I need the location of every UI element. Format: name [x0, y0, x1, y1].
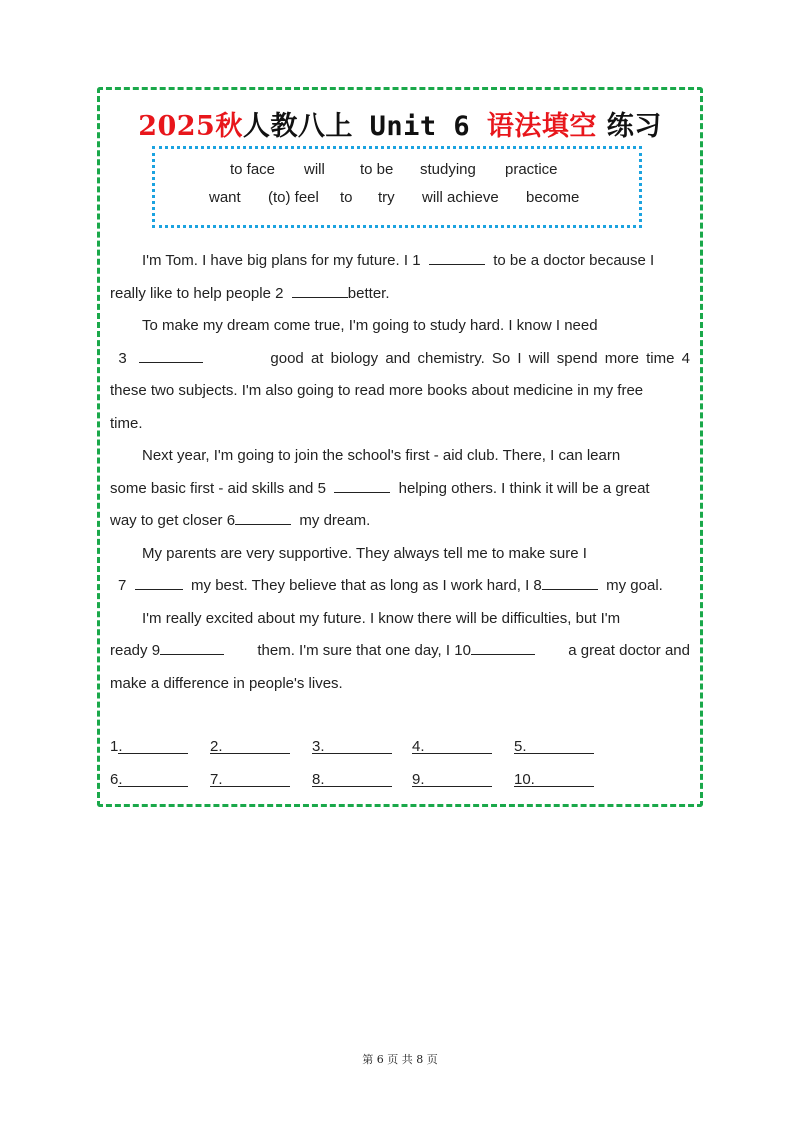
answer-blank[interactable] [312, 771, 392, 787]
word-bank-item: studying [420, 161, 476, 178]
word-bank-item: become [526, 189, 580, 206]
title-autumn: 秋 [215, 111, 243, 142]
blank-8[interactable] [542, 574, 598, 590]
word-bank-item: practice [505, 161, 558, 178]
word-bank-item: want [209, 189, 241, 206]
word-bank-item: to be [360, 161, 394, 178]
answer-blank[interactable] [412, 738, 492, 754]
answer-blank[interactable] [312, 738, 392, 754]
passage-line: make a difference in people's lives. [110, 674, 343, 692]
blank-6[interactable] [235, 509, 291, 525]
title-year: 2025 [138, 111, 216, 142]
passage-line: Next year, I'm going to join the school's first - aid club. There, I can learn [142, 447, 621, 464]
word-bank-item: try [378, 189, 395, 206]
passage-line: way to get closer 6 my dream. [110, 505, 370, 538]
word-bank-item: will [304, 161, 325, 178]
worksheet-frame: 2025秋人教八上 Unit 6 语法填空 练习 to face will to be studying practice want (to) feel to try will achieve become I'm Tom. I have big plans for my future. I 1 to be a doctor because I really like to help people 2 better. To make my dream come true, I'm going to study hard. I know I need 3 good at biology and chemistry. So I will spend more time 4 these two subjects. I'm also going to read more books about medicine in my free time. Next year, I'm going to join the school's first - aid club. There, I can learn some basic first - aid skills and 5 helping others. I think it will be a great way to get closer 6 my dream. My parents are very supportive. They always tell me to make sure I 7 my best. They believe that as long as I work hard, I 8 my goal. I'm really excited about my future. I know there will be difficulties, but I'm ready 9 them. I'm sure that one day, I 10 a great doctor and make a difference in people's lives. 1. 2. 3. 4. 5. 6. 7. 8. 9. 10. [97, 87, 703, 807]
title-practice: 练习 [596, 111, 662, 142]
answer-blank[interactable] [118, 771, 188, 787]
blank-3[interactable] [139, 347, 203, 363]
passage-line: time. [110, 414, 143, 432]
blank-10[interactable] [471, 639, 535, 655]
worksheet-title [100, 104, 700, 143]
answer-blank[interactable] [514, 771, 594, 787]
title-course: 人教八上 [242, 111, 353, 142]
title-unit: Unit 6 [352, 111, 487, 142]
passage-line: 3 good at biology and chemistry. So I will spend more time 4 [110, 343, 690, 376]
answer-blank[interactable] [514, 738, 594, 754]
passage-line: some basic first - aid skills and 5 helping others. I think it will be a great [110, 473, 650, 506]
answer-blank[interactable] [412, 771, 492, 787]
passage-line: ready 9 them. I'm sure that one day, I 10 a great doctor and [110, 635, 690, 668]
passage-line: 7 my best. They believe that as long as I work hard, I 8 my goal. [118, 570, 663, 603]
passage-line: To make my dream come true, I'm going to study hard. I know I need [142, 317, 598, 334]
blank-2[interactable] [292, 282, 348, 298]
answer-blank[interactable] [210, 738, 290, 754]
passage-line: I'm really excited about my future. I know there will be difficulties, but I'm [142, 609, 621, 627]
blank-1[interactable] [429, 249, 485, 265]
word-bank-item: (to) feel [268, 189, 319, 206]
answer-blank[interactable] [210, 771, 290, 787]
answer-blank[interactable] [118, 738, 188, 754]
passage-line: really like to help people 2 better. [110, 278, 390, 311]
blank-9[interactable] [160, 639, 224, 655]
page-footer: 第 6 页 共 8 页 [362, 1053, 438, 1066]
title-topic: 语法填空 [486, 111, 597, 142]
word-bank-item: to [340, 189, 353, 206]
word-bank-item: to face [230, 161, 276, 178]
blank-5[interactable] [334, 477, 390, 493]
blank-7[interactable] [135, 574, 183, 590]
passage-line: My parents are very supportive. They always tell me to make sure I [142, 544, 587, 562]
word-bank-item: will achieve [422, 189, 499, 206]
passage-line: I'm Tom. I have big plans for my future. I 1 to be a doctor because I [142, 245, 654, 278]
word-bank [152, 146, 642, 228]
passage-line: these two subjects. I'm also going to read more books about medicine in my free [110, 382, 644, 399]
